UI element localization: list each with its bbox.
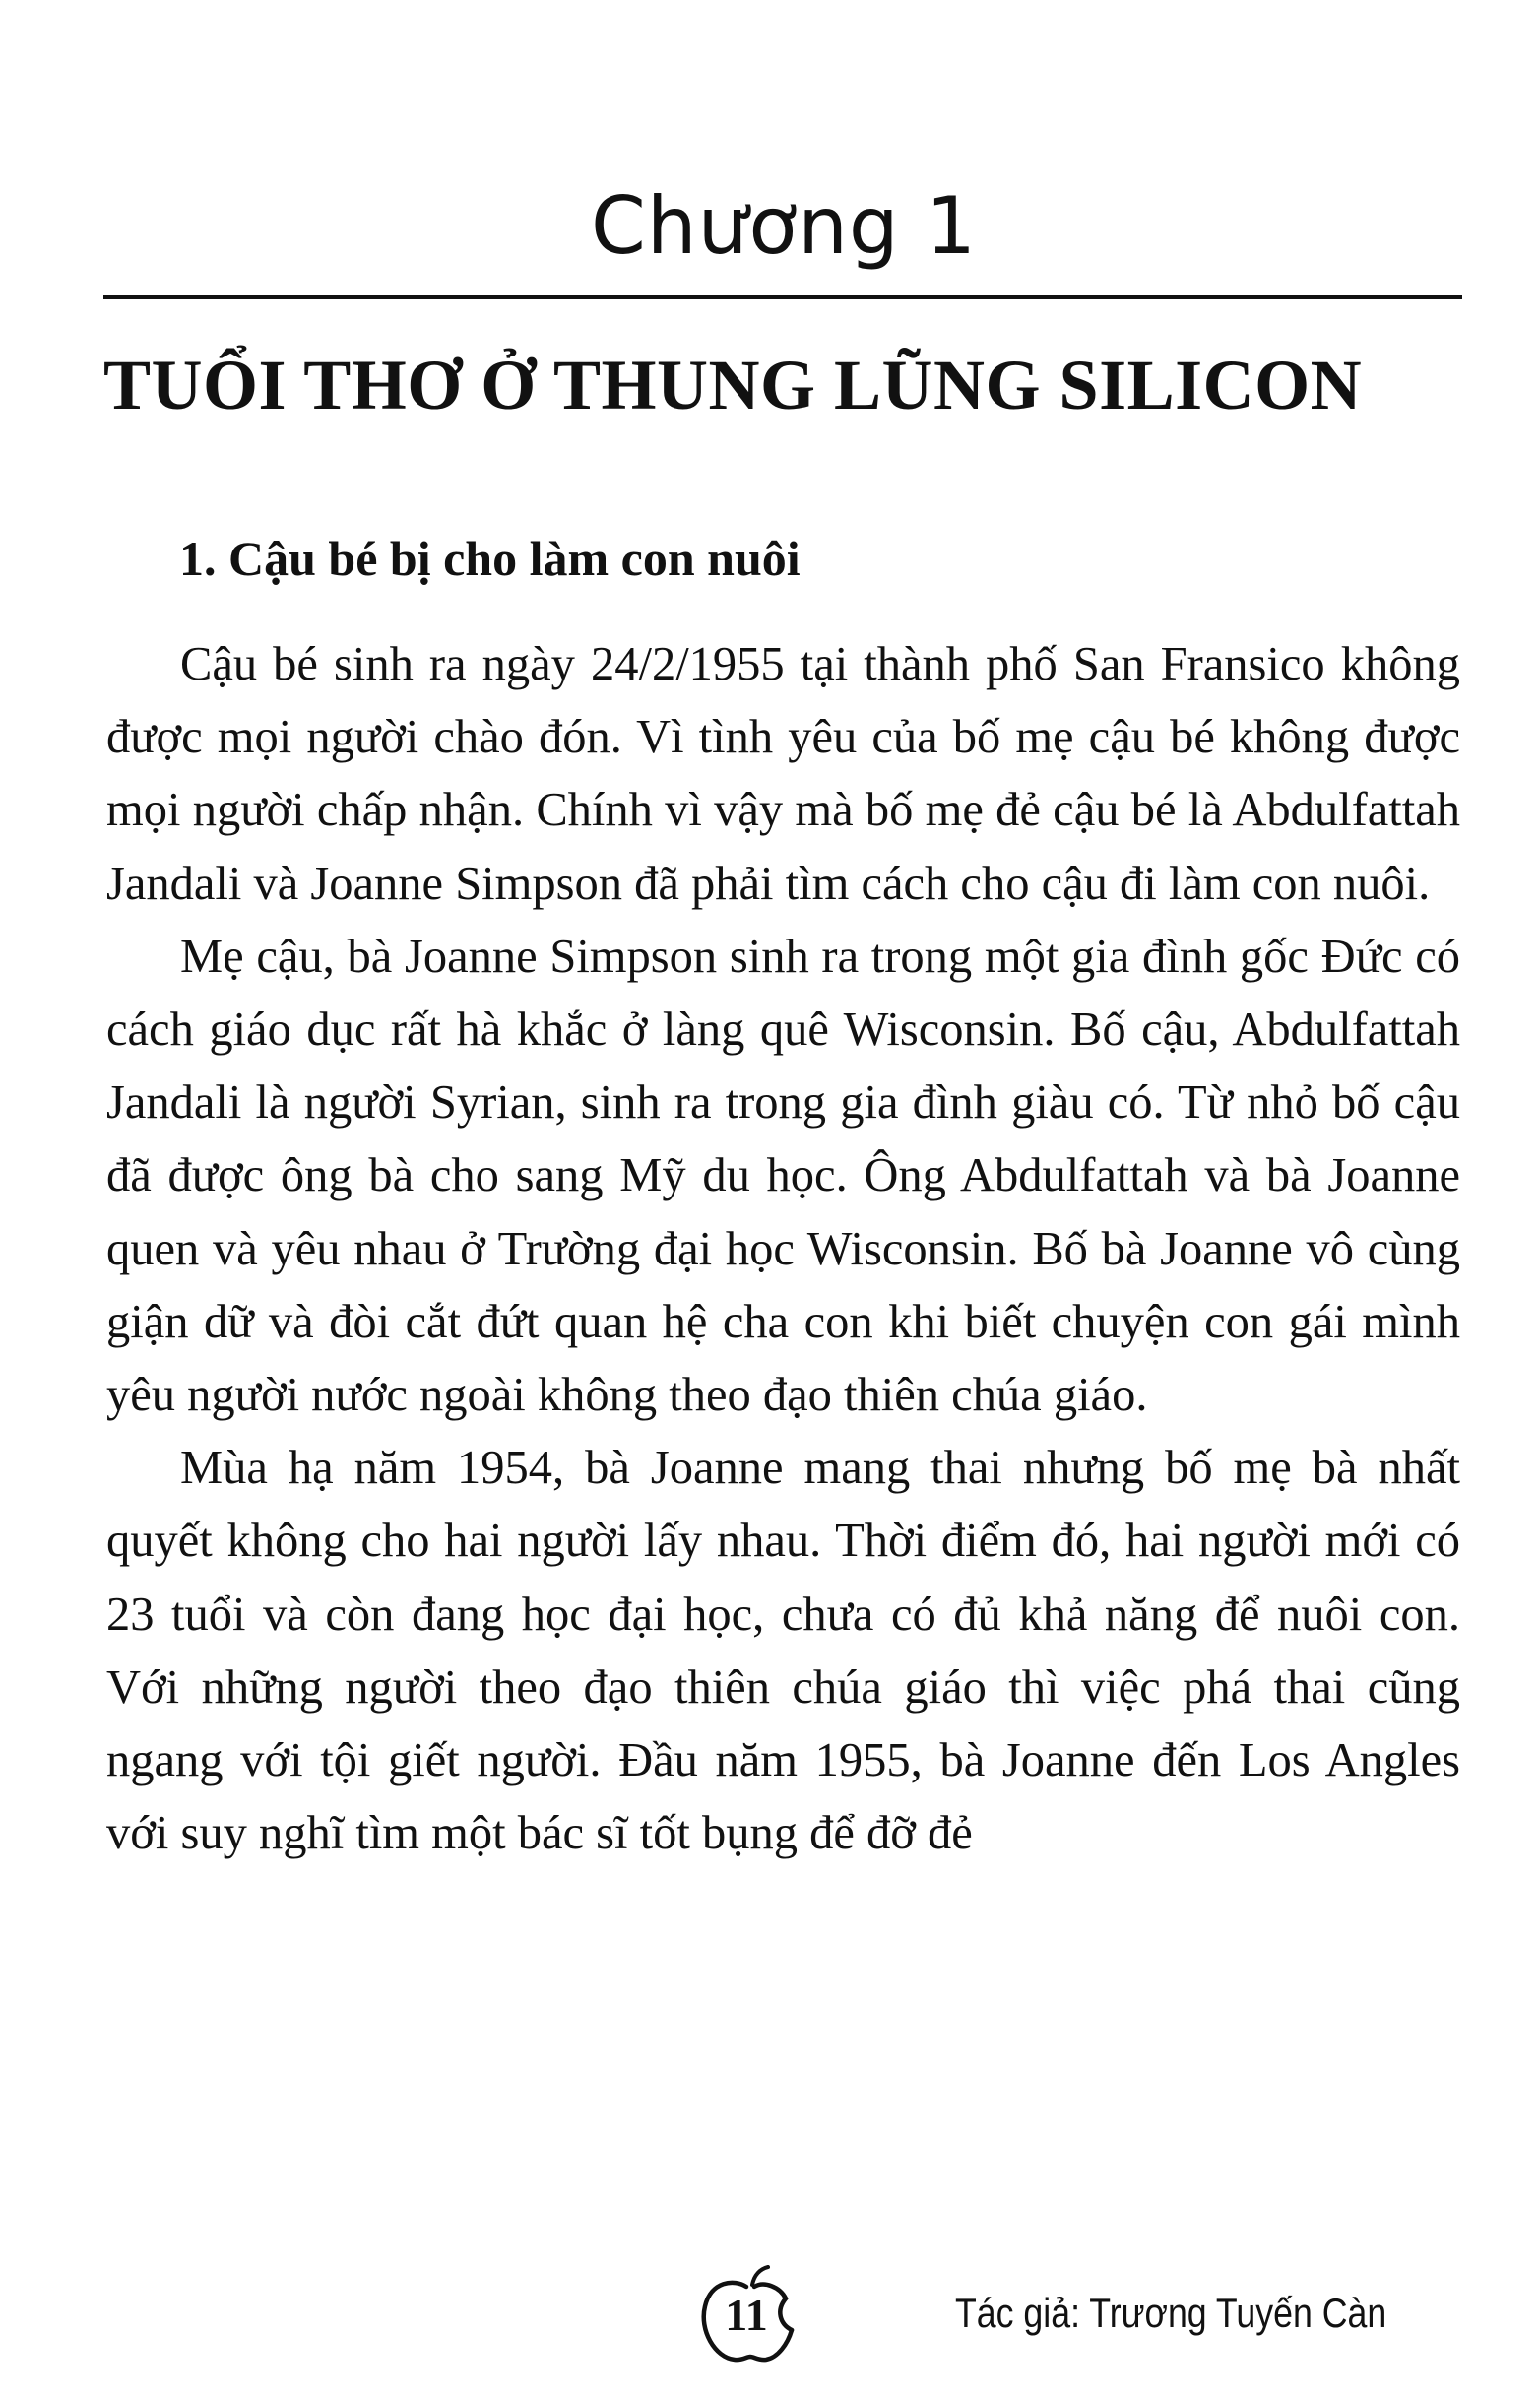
page-badge (697, 2265, 815, 2363)
paragraph: Mùa hạ năm 1954, bà Joanne mang thai nhưng bố mẹ bà nhất quyết không cho hai người lấy nhau. Thời điểm đó, hai người mới có 23 tuổi và còn đang học đại học, chưa có đủ khả năng để nuôi con. Với những người theo đạo thiên chúa giáo thì việc phá thai cũng ngang với tội giết người. Đầu năm 1955, bà Joanne đến Los Angles với suy nghĩ tìm một bác sĩ tốt bụng để đỡ đẻ (106, 1442, 1460, 1860)
chapter-rule (103, 295, 1462, 299)
section-heading: 1. Cậu bé bị cho làm con nuôi (179, 531, 801, 586)
paragraph: Cậu bé sinh ra ngày 24/2/1955 tại thành phố San Fransico không được mọi người chào đón. Vì tình yêu của bố mẹ cậu bé không được mọi người chấp nhận. Chính vì vậy mà bố mẹ đẻ cậu bé là Abdulfattah Jandali và Joanne Simpson đã phải tìm cách cho cậu đi làm con nuôi. (106, 638, 1460, 910)
page-number: 11 (725, 2290, 768, 2340)
chapter-title: TUỔI THƠ Ở THUNG LŨNG SILICON (103, 346, 1363, 424)
page-footer (0, 2265, 1540, 2363)
chapter-label: Chương 1 (591, 180, 978, 272)
paragraph: Mẹ cậu, bà Joanne Simpson sinh ra trong một gia đình gốc Đức có cách giáo dục rất hà khắc ở làng quê Wisconsin. Bố cậu, Abdulfattah Jandali là người Syrian, sinh ra trong gia đình giàu có. Từ nhỏ bố cậu đã được ông bà cho sang Mỹ du học. Ông Abdulfattah và bà Joanne quen và yêu nhau ở Trường đại học Wisconsin. Bố bà Joanne vô cùng giận dữ và đòi cắt đứt quan hệ cha con khi biết chuyện con gái mình yêu người nước ngoài không theo đạo thiên chúa giáo. (106, 930, 1460, 1422)
body-text (106, 628, 1460, 1870)
author-credit: Tác giả: Trương Tuyến Càn (955, 2290, 1387, 2336)
